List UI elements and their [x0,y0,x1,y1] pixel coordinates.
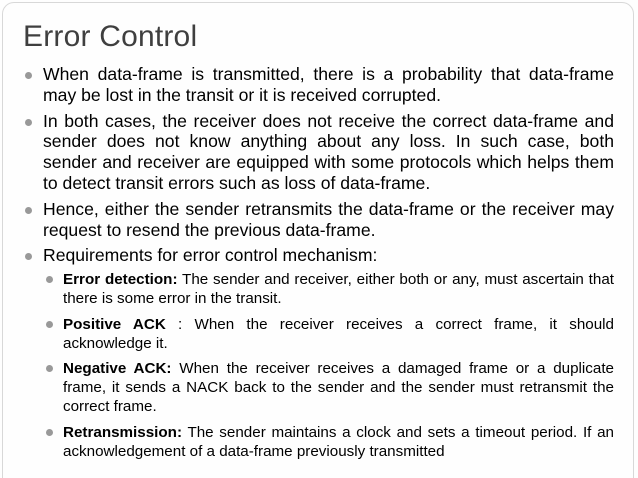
bullet-dot-icon [25,72,32,79]
sub-bullet-text: The sender maintains a clock and sets a timeout period. If an acknowledgement of a data-frame previously transmitted [63,423,614,460]
bullet-dot-icon [25,207,32,214]
sub-bullet-dot-icon [46,429,53,436]
bullet-text: Requirements for error control mechanism: [43,245,378,266]
sub-bullet-item [43,423,614,461]
bullet-text: In both cases, the receiver does not receive the correct data-frame and sender does not know anything about any loss. In such case, both sender and receiver are equipped with some protocols which helps them to detect transit errors such as loss of data-frame. [43,110,614,193]
sub-bullet-item [43,315,614,353]
bullet-text: When data-frame is transmitted, there is a probability that data-frame may be lost in the transit or it is received corrupted. [43,64,614,105]
sub-bullet-item [43,270,614,308]
bullet-item [24,64,614,106]
sub-bullet-term: Retransmission: [63,423,183,441]
sub-bullet-item [43,359,614,417]
sub-bullet-text: When the receiver receives a damaged frame or a duplicate frame, it sends a NACK back to the sender and the sender must retransmit the correct frame. [63,359,614,416]
sub-bullet-text: : When the receiver receives a correct frame, it should acknowledge it. [63,315,614,352]
slide-title: Error Control [23,20,198,53]
bullet-item [24,245,614,461]
slide-content [24,64,614,467]
bullet-dot-icon [25,119,32,126]
bullet-text: Hence, either the sender retransmits the data-frame or the receiver may request to resend the previous data-frame. [43,198,614,240]
sub-bullet-term: Positive ACK [63,315,166,333]
sub-bullet-term: Negative ACK: [63,359,172,377]
sub-bullet-text: The sender and receiver, either both or any, must ascertain that there is some error in the transit. [63,271,614,308]
bullet-dot-icon [25,253,32,260]
bullet-item [24,111,614,194]
sub-bullet-term: Error detection: [63,271,178,289]
sub-bullet-list [43,270,614,461]
bullet-item [24,199,614,241]
sub-bullet-dot-icon [46,321,53,328]
bullet-list [24,64,614,461]
sub-bullet-dot-icon [46,365,53,372]
sub-bullet-dot-icon [46,276,53,283]
